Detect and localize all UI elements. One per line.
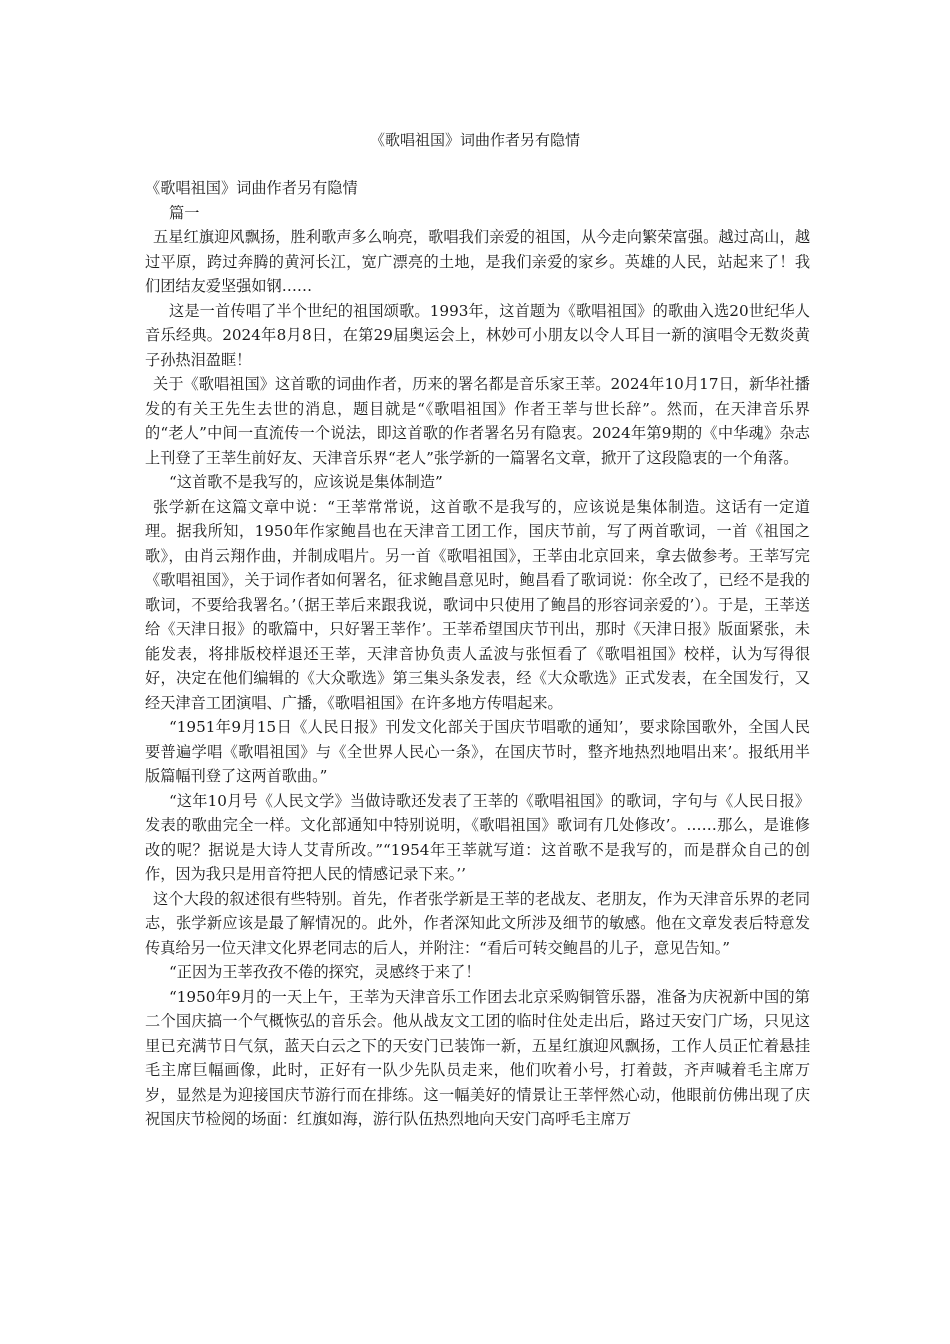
paragraph: 张学新在这篇文章中说：“王莘常常说，这首歌不是我写的，应该说是集体制造。这话有一定道理。据我所知，1950年作家鲍昌也在天津音工团工作，国庆节前，写了两首歌词，一首《祖国之歌》，由肖云翔作曲，并制成唱片。另一首《歌唱祖国》，王莘由北京回来，拿去做参考。王莘写完《歌唱祖国》，关于词作者如何署名，征求鲍昌意见时，鲍昌看了歌词说：你全改了，已经不是我的歌词，不要给我署名。’（据王莘后来跟我说，歌词中只使用了鲍昌的形容词亲爱的’）。于是，王莘送给《天津日报》的歌篇中，只好署王莘作’。王莘希望国庆节刊出，那时《天津日报》版面紧张，未能发表，将排版校样退还王莘，天津音协负责人孟波与张恒看了《歌唱祖国》校样，认为写得很好，决定在他们编辑的《大众歌选》第三集头条发表，经《大众歌选》正式发表，在全国发行，又经天津音工团演唱、广播，《歌唱祖国》在许多地方传唱起来。 xyxy=(145,497,810,712)
section-label: 篇一 xyxy=(169,203,200,222)
paragraph: “这年10月号《人民文学》当做诗歌还发表了王莘的《歌唱祖国》的歌词，字句与《人民日报》发表的歌曲完全一样。文化部通知中特别说明，《歌唱祖国》歌词有几处修改’。……那么，是谁修改的呢？据说是大诗人艾青所改。”“1954年王莘就写道：这首歌不是我写的，而是群众自己的创作，因为我只是用音符把人民的情感记录下来。’’ xyxy=(145,791,810,883)
paragraph: 这是一首传唱了半个世纪的祖国颂歌。1993年，这首题为《歌唱祖国》的歌曲入选20世纪华人音乐经典。2024年8月8日，在第29届奥运会上，林妙可小朋友以令人耳目一新的演唱令无数炎黄子孙热泪盈眶！ xyxy=(145,301,810,369)
paragraph: “正因为王莘孜孜不倦的探究，灵感终于来了！ xyxy=(169,963,481,981)
document-title: 《歌唱祖国》词曲作者另有隐情 xyxy=(369,131,580,149)
paragraph: “1950年9月的一天上午，王莘为天津音乐工作团去北京采购铜管乐器，准备为庆祝新中国的第二个国庆搞一个气概恢弘的音乐会。他从战友文工团的临时住处走出后，路过天安门广场，只见这里已充满节日气氛，蓝天白云之下的天安门已装饰一新，五星红旗迎风飘扬，工作人员正忙着悬挂毛主席巨幅画像，此时，正好有一队少先队员走来，他们吹着小号，打着鼓，齐声喊着毛主席万岁，显然是为迎接国庆节游行而在排练。这一幅美好的情景让王莘怦然心动，他眼前仿佛出现了庆祝国庆节检阅的场面：红旗如海，游行队伍热烈地向天安门高呼毛主席万 xyxy=(145,987,810,1128)
paragraph: “1951年9月15日《人民日报》刊发文化部关于国庆节唱歌的通知’，要求除国歌外，全国人民要普遍学唱《歌唱祖国》与《全世界人民心一条》，在国庆节时，整齐地热烈地唱出来’。报纸用半版篇幅刊登了这两首歌曲。” xyxy=(145,718,810,785)
paragraph: 这个大段的叙述很有些特别。首先，作者张学新是王莘的老战友、老朋友，作为天津音乐界的老同志，张学新应该是最了解情况的。此外，作者深知此文所涉及细节的敏感。他在文章发表后特意发传真给另一位天津文化界老同志的后人，并附注：“看后可转交鲍昌的儿子，意见告知。” xyxy=(145,889,810,957)
paragraph: 关于《歌唱祖国》这首歌的词曲作者，历来的署名都是音乐家王莘。2024年10月17日，新华社播发的有关王先生去世的消息，题目就是“《歌唱祖国》作者王莘与世长辞”。然而，在天津音乐界的“老人”中间一直流传一个说法，即这首歌的作者署名另有隐衷。2024年第9期的《中华魂》杂志上刊登了王莘生前好友、天津音乐界“老人”张学新的一篇署名文章，掀开了这段隐衷的一个角落。 xyxy=(145,375,810,467)
paragraph: 五星红旗迎风飘扬，胜利歌声多么响亮，歌唱我们亲爱的祖国，从今走向繁荣富强。越过高山，越过平原，跨过奔腾的黄河长江，宽广漂亮的土地，是我们亲爱的家乡。英雄的人民，站起来了！我们团结友爱坚强如钢…… xyxy=(145,228,810,295)
paragraph: “这首歌不是我写的，应该说是集体制造” xyxy=(169,473,443,491)
document-body xyxy=(145,176,810,1132)
document-subtitle: 《歌唱祖国》词曲作者另有隐情 xyxy=(145,179,358,197)
